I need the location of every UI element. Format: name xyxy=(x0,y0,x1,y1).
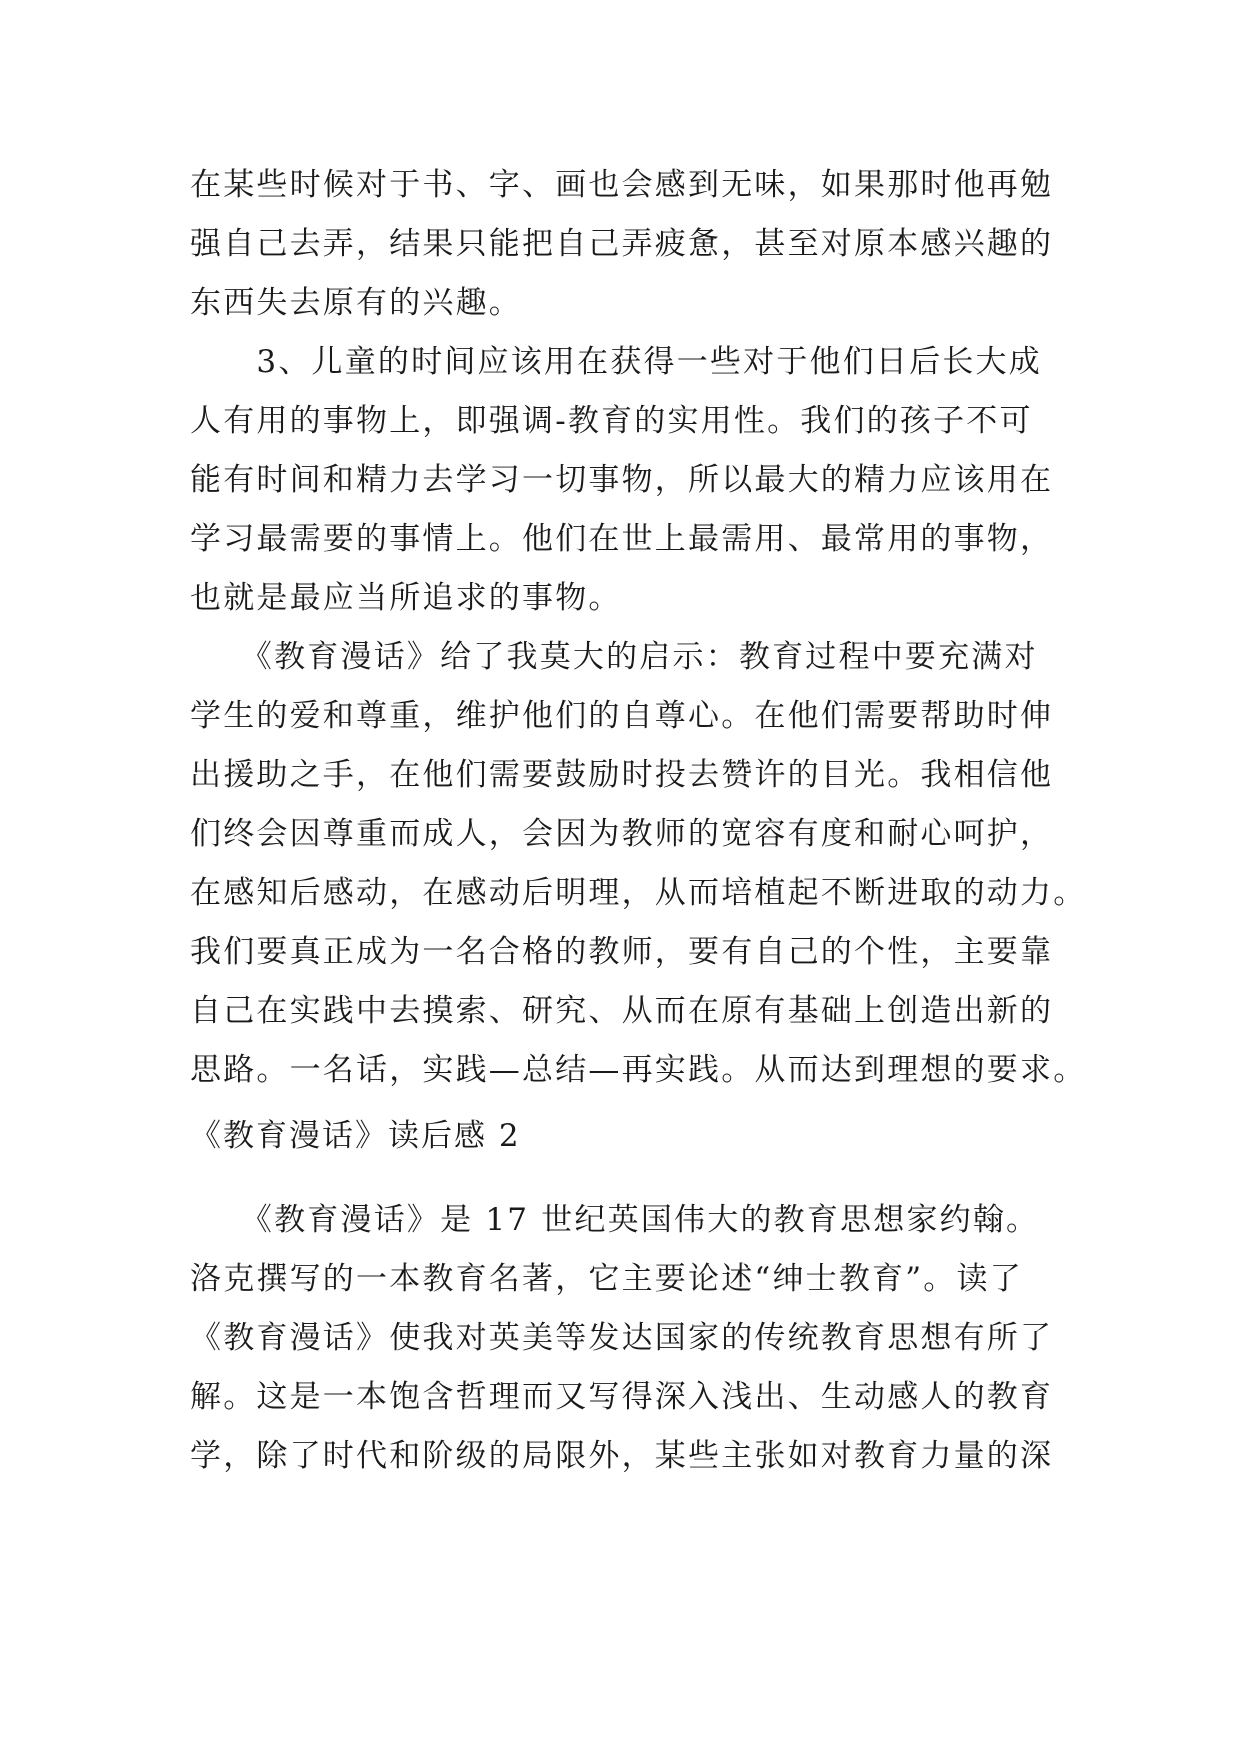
body-text-section-1 xyxy=(190,156,1087,1100)
text-line: 《教育漫话》是 17 世纪英国伟大的教育思想家约翰。 xyxy=(190,1202,1040,1238)
text-line: 学生的爱和尊重，维护他们的自尊心。在他们需要帮助时伸 xyxy=(190,698,1054,734)
text-line: 3、儿童的时间应该用在获得一些对于他们日后长大成 xyxy=(190,344,1042,380)
text-line: 《教育漫话》使我对英美等发达国家的传统教育思想有所了 xyxy=(190,1320,1054,1356)
text-line: 在感知后感动，在感动后明理，从而培植起不断进取的动力。 xyxy=(190,875,1087,911)
text-line: 洛克撰写的一本教育名著，它主要论述“绅士教育”。读了 xyxy=(190,1261,1023,1297)
text-line: 学习最需要的事情上。他们在世上最需用、最常用的事物， xyxy=(190,521,1054,557)
text-line: 也就是最应当所追求的事物。 xyxy=(190,580,622,616)
text-line: 们终会因尊重而成人，会因为教师的宽容有度和耐心呵护， xyxy=(190,816,1054,852)
text-line: 在某些时候对于书、字、画也会感到无味，如果那时他再勉 xyxy=(190,167,1054,203)
text-line: 自己在实践中去摸索、研究、从而在原有基础上创造出新的 xyxy=(190,993,1054,1029)
text-line: 解。这是一本饱含哲理而又写得深入浅出、生动感人的教育 xyxy=(190,1379,1054,1415)
text-line: 人有用的事物上，即强调-教育的实用性。我们的孩子不可 xyxy=(190,403,1033,439)
text-line: 能有时间和精力去学习一切事物，所以最大的精力应该用在 xyxy=(190,462,1054,498)
text-line: 《教育漫话》给了我莫大的启示：教育过程中要充满对 xyxy=(190,639,1038,675)
text-line: 出援助之手，在他们需要鼓励时投去赞许的目光。我相信他 xyxy=(190,757,1054,793)
text-line: 思路。一名话，实践—总结—再实践。从而达到理想的要求。 xyxy=(190,1052,1087,1088)
text-line: 东西失去原有的兴趣。 xyxy=(190,285,522,321)
body-text-section-2 xyxy=(190,1191,1060,1486)
section-heading: 《教育漫话》读后感 2 xyxy=(190,1118,521,1154)
text-line: 强自己去弄，结果只能把自己弄疲惫，甚至对原本感兴趣的 xyxy=(190,226,1054,262)
text-line: 学，除了时代和阶级的局限外，某些主张如对教育力量的深 xyxy=(190,1438,1054,1474)
text-line: 我们要真正成为一名合格的教师，要有自己的个性，主要靠 xyxy=(190,934,1054,970)
